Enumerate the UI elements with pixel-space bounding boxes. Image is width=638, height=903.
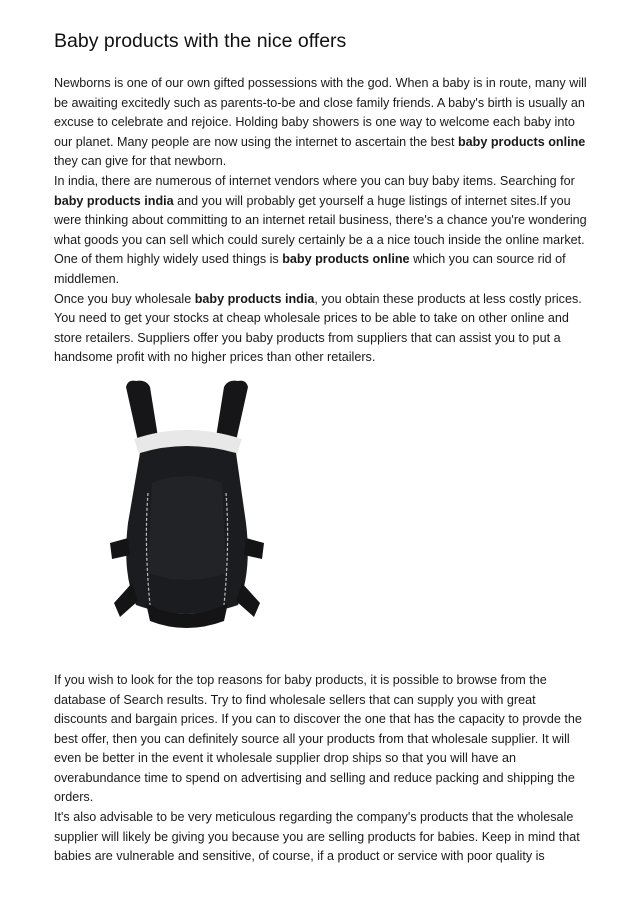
paragraph-5: It's also advisable to be very meticulous regarding the company's products that the wholesale supplier will likely be giving you because you are selling products for babies. Keep in mind that babies are vulnerable and sensitive, of course, if a product or service with poor quality is xyxy=(54,810,580,864)
page-title: Baby products with the nice offers xyxy=(54,30,347,52)
keyword-bold: baby products india xyxy=(194,291,315,306)
paragraph-1: Newborns is one of our own gifted possessions with the god. When a baby is in route, many will be awaiting excitedly such as parents-to-be and close family friends. A baby's birth is usually an excuse to celebrate and rejoice. Holding baby showers is one way to welcome each baby into our planet. Many people are now using the internet to ascertain the best baby products online they can give for that newborn. xyxy=(54,76,587,169)
paragraph-4: If you wish to look for the top reasons for baby products, it is possible to browse from the database of Search results. Try to find wholesale sellers that can supply you with great discounts and bargain prices. If you can to discover the one that has the capacity to provde the best offer, then you can definitely source all your products from that wholesale supplier. It will even be better in the event it wholesale supplier drop ships so that you will have an overabundance time to spend on advertising and selling and reduce packing and shipping the orders. xyxy=(54,672,582,805)
keyword-bold: baby products online xyxy=(457,134,586,149)
document-page xyxy=(54,28,590,867)
keyword-bold: baby products india xyxy=(54,193,174,208)
keyword-bold: baby products online xyxy=(282,252,410,267)
baby-carrier-image xyxy=(106,373,316,643)
paragraph-2: In india, there are numerous of internet vendors where you can buy baby items. Searching for baby products india and you will probably get yourself a huge listings of internet sites.If you were thinking about committing to an internet retail business, there's a chance you're wondering what goods you can sell which could surely certainly be a a nice touch inside the online market. One of them highly widely used things is baby products online which you can source rid of middlemen. xyxy=(54,173,587,286)
paragraph-3: Once you buy wholesale baby products india, you obtain these products at less costly prices. You need to get your stocks at cheap wholesale prices to be able to take on other online and store retailers. Suppliers offer you baby products from suppliers that can assist you to put a handsome profit with no higher prices than other retailers. xyxy=(54,291,582,365)
